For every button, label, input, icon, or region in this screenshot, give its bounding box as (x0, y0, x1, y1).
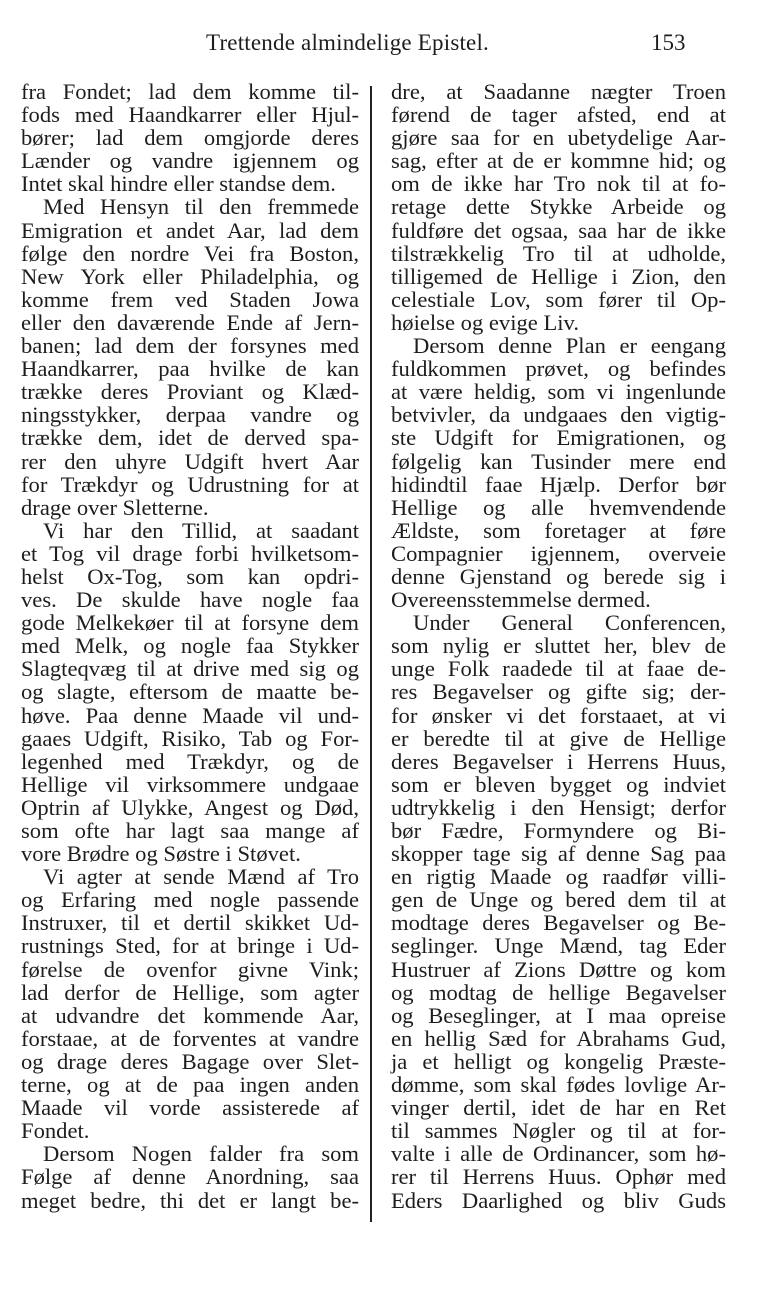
text-line: rer den uhyre Udgift hvert Aar (21, 448, 359, 474)
text-line: fuldføre det ogsaa, saa har de ikke (391, 217, 726, 243)
text-line: rustnings Sted, for at bringe i Ud- (21, 933, 359, 959)
text-line: banen; lad dem der forsynes med (21, 333, 359, 359)
text-line: forstaae, at de forventes at vandre (21, 1025, 359, 1051)
text-line: dre, at Saadanne nægter Troen (391, 79, 726, 104)
text-line: terne, og at de paa ingen anden (21, 1072, 359, 1098)
text-line: denne Gjenstand og berede sig i (391, 563, 726, 589)
text-line: Compagnier igjennem, overveie (391, 540, 726, 566)
text-line: hidindtil faae Hjælp. Derfor bør (391, 471, 726, 497)
text-line: Instruxer, til et dertil skikket Ud- (21, 910, 359, 936)
text-line: som nylig er sluttet her, blev de (391, 633, 726, 659)
text-line: Haandkarrer, paa hvilke de kan (21, 356, 359, 382)
right-column (391, 80, 726, 1212)
text-line: Hellige og alle hvemvendende (391, 494, 726, 520)
text-line: for Trækdyr og Udrustning for at (21, 471, 359, 497)
text-line: at udvandre det kommende Aar, (21, 1002, 359, 1028)
text-line: om de ikke har Tro nok til at fo- (391, 171, 726, 197)
text-line: er beredte til at give de Hellige (391, 725, 726, 751)
text-line: eller den daværende Ende af Jern- (21, 309, 359, 335)
column-divider (370, 86, 372, 1222)
text-line: unge Folk raadede til at faae de- (391, 656, 726, 682)
text-line: valte i alle de Ordinancer, som hø- (391, 1141, 726, 1167)
text-line: et Tog vil drage forbi hvilketsom- (21, 540, 359, 566)
text-line: ja et helligt og kongelig Præste- (391, 1048, 726, 1074)
text-line: Overeensstemmelse dermed. (391, 587, 651, 613)
page-header (0, 30, 762, 66)
text-line: følgelig kan Tusinder mere end (391, 448, 726, 474)
text-line: Dersom denne Plan er eengang (413, 333, 726, 359)
text-line: og Erfaring med nogle passende (21, 887, 359, 913)
text-line: helst Ox-Tog, som kan opdri- (21, 563, 359, 589)
text-line: Vi har den Tillid, at saadant (43, 517, 359, 543)
text-line: høve. Paa denne Maade vil und- (21, 702, 359, 728)
text-line: som ofte har lagt saa mange af (21, 818, 359, 843)
text-line: gen de Unge og bered dem til at (391, 887, 726, 913)
text-line: meget bedre, thi det er langt be- (21, 1187, 359, 1213)
text-line: vore Brødre og Søstre i Støvet. (21, 841, 301, 867)
text-line: gjøre saa for en ubetydelige Aar- (391, 125, 726, 151)
text-line: som er bleven bygget og indviet (391, 771, 726, 797)
text-line: førend de tager afsted, end at (391, 102, 726, 128)
text-line: sag, efter at de er kommne hid; og (391, 148, 726, 174)
text-line: komme frem ved Staden Jowa (21, 286, 359, 312)
text-line: at være heldig, som vi ingenlunde (391, 379, 726, 405)
text-line: til sammes Nøgler og til at for- (391, 1118, 726, 1144)
text-line: fuldkommen prøvet, og befindes (391, 356, 726, 382)
text-line: legenhed med Trækdyr, og de (21, 748, 359, 774)
text-line: celestiale Lov, som fører til Op- (391, 286, 726, 312)
text-line: for ønsker vi det forstaaet, at vi (391, 702, 726, 728)
text-line: Optrin af Ulykke, Angest og Død, (21, 794, 359, 820)
page-number: 153 (651, 30, 686, 55)
text-line: Slagteqvæg til at drive med sig og (21, 656, 359, 682)
text-line: rer til Herrens Huus. Ophør med (391, 1164, 726, 1190)
text-line: ningsstykker, derpaa vandre og (21, 402, 359, 428)
text-line: Hellige vil virksommere undgaae (21, 771, 359, 797)
text-line: med Melk, og nogle faa Stykker (21, 633, 359, 659)
text-line: drage over Sletterne. (21, 494, 209, 520)
text-line: og drage deres Bagage over Slet- (21, 1048, 359, 1074)
text-line: førelse de ovenfor givne Vink; (21, 956, 359, 982)
text-line: tilligemed de Hellige i Zion, den (391, 263, 726, 289)
text-line: Vi agter at sende Mænd af Tro (43, 864, 359, 890)
left-column (21, 80, 359, 1212)
text-line: en hellig Sæd for Abrahams Gud, (391, 1025, 726, 1051)
text-line: Ældste, som foretager at føre (391, 517, 726, 543)
text-line: deres Begavelser i Herrens Huus, (391, 748, 726, 774)
text-line: dømme, som skal fødes lovlige Ar- (391, 1072, 726, 1098)
text-line: høielse og evige Liv. (391, 309, 580, 335)
text-line: trække deres Proviant og Klæd- (21, 379, 359, 405)
text-line: Under General Conferencen, (413, 610, 726, 636)
text-line: gaaes Udgift, Risiko, Tab og For- (21, 725, 359, 751)
text-line: ves. De skulde have nogle faa (21, 587, 359, 613)
text-line: og Beseglinger, at I maa opreise (391, 1002, 726, 1028)
text-line: Emigration et andet Aar, lad dem (21, 217, 359, 243)
text-line: vinger dertil, idet de har en Ret (391, 1095, 726, 1121)
text-line: Lænder og vandre igjennem og (21, 148, 359, 174)
text-line: skopper tage sig af denne Sag paa (391, 841, 726, 867)
text-line: res Begavelser og gifte sig; der- (391, 679, 726, 705)
text-line: retage dette Stykke Arbeide og (391, 194, 726, 220)
text-line: Eders Daarlighed og bliv Guds (391, 1187, 726, 1213)
text-line: fods med Haandkarrer eller Hjul- (21, 102, 359, 128)
text-line: betvivler, da undgaaes den vigtig- (391, 402, 726, 428)
text-line: Hustruer af Zions Døttre og kom (391, 956, 726, 982)
text-line: bør Fædre, Formyndere og Bi- (391, 818, 726, 843)
text-line: lad derfor de Hellige, som agter (21, 979, 359, 1005)
text-line: udtrykkelig i den Hensigt; derfor (391, 794, 726, 820)
text-line: seglinger. Unge Mænd, tag Eder (391, 933, 726, 959)
text-line: fra Fondet; lad dem komme til- (21, 79, 359, 104)
text-line: modtage deres Begavelser og Be- (391, 910, 726, 936)
text-line: følge den nordre Vei fra Boston, (21, 240, 359, 266)
text-line: gode Melkekøer til at forsyne dem (21, 610, 359, 636)
text-line: trække dem, idet de derved spa- (21, 425, 359, 451)
text-line: Maade vil vorde assisterede af (21, 1095, 359, 1121)
text-line: New York eller Philadelphia, og (21, 263, 359, 289)
running-title: Trettende almindelige Epistel. (206, 30, 490, 55)
text-line: tilstrækkelig Tro til at udholde, (391, 240, 726, 266)
text-line: Dersom Nogen falder fra som (43, 1141, 359, 1167)
text-line: Med Hensyn til den fremmede (43, 194, 359, 220)
text-line: Intet skal hindre eller standse dem. (21, 171, 336, 197)
text-line: og slagte, eftersom de maatte be- (21, 679, 359, 705)
text-line: en rigtig Maade og raadfør villi- (391, 864, 726, 890)
text-line: Fondet. (21, 1118, 90, 1144)
text-line: Følge af denne Anordning, saa (21, 1164, 359, 1190)
text-line: ste Udgift for Emigrationen, og (391, 425, 726, 451)
text-line: og modtag de hellige Begavelser (391, 979, 726, 1005)
text-line: bører; lad dem omgjorde deres (21, 125, 359, 151)
